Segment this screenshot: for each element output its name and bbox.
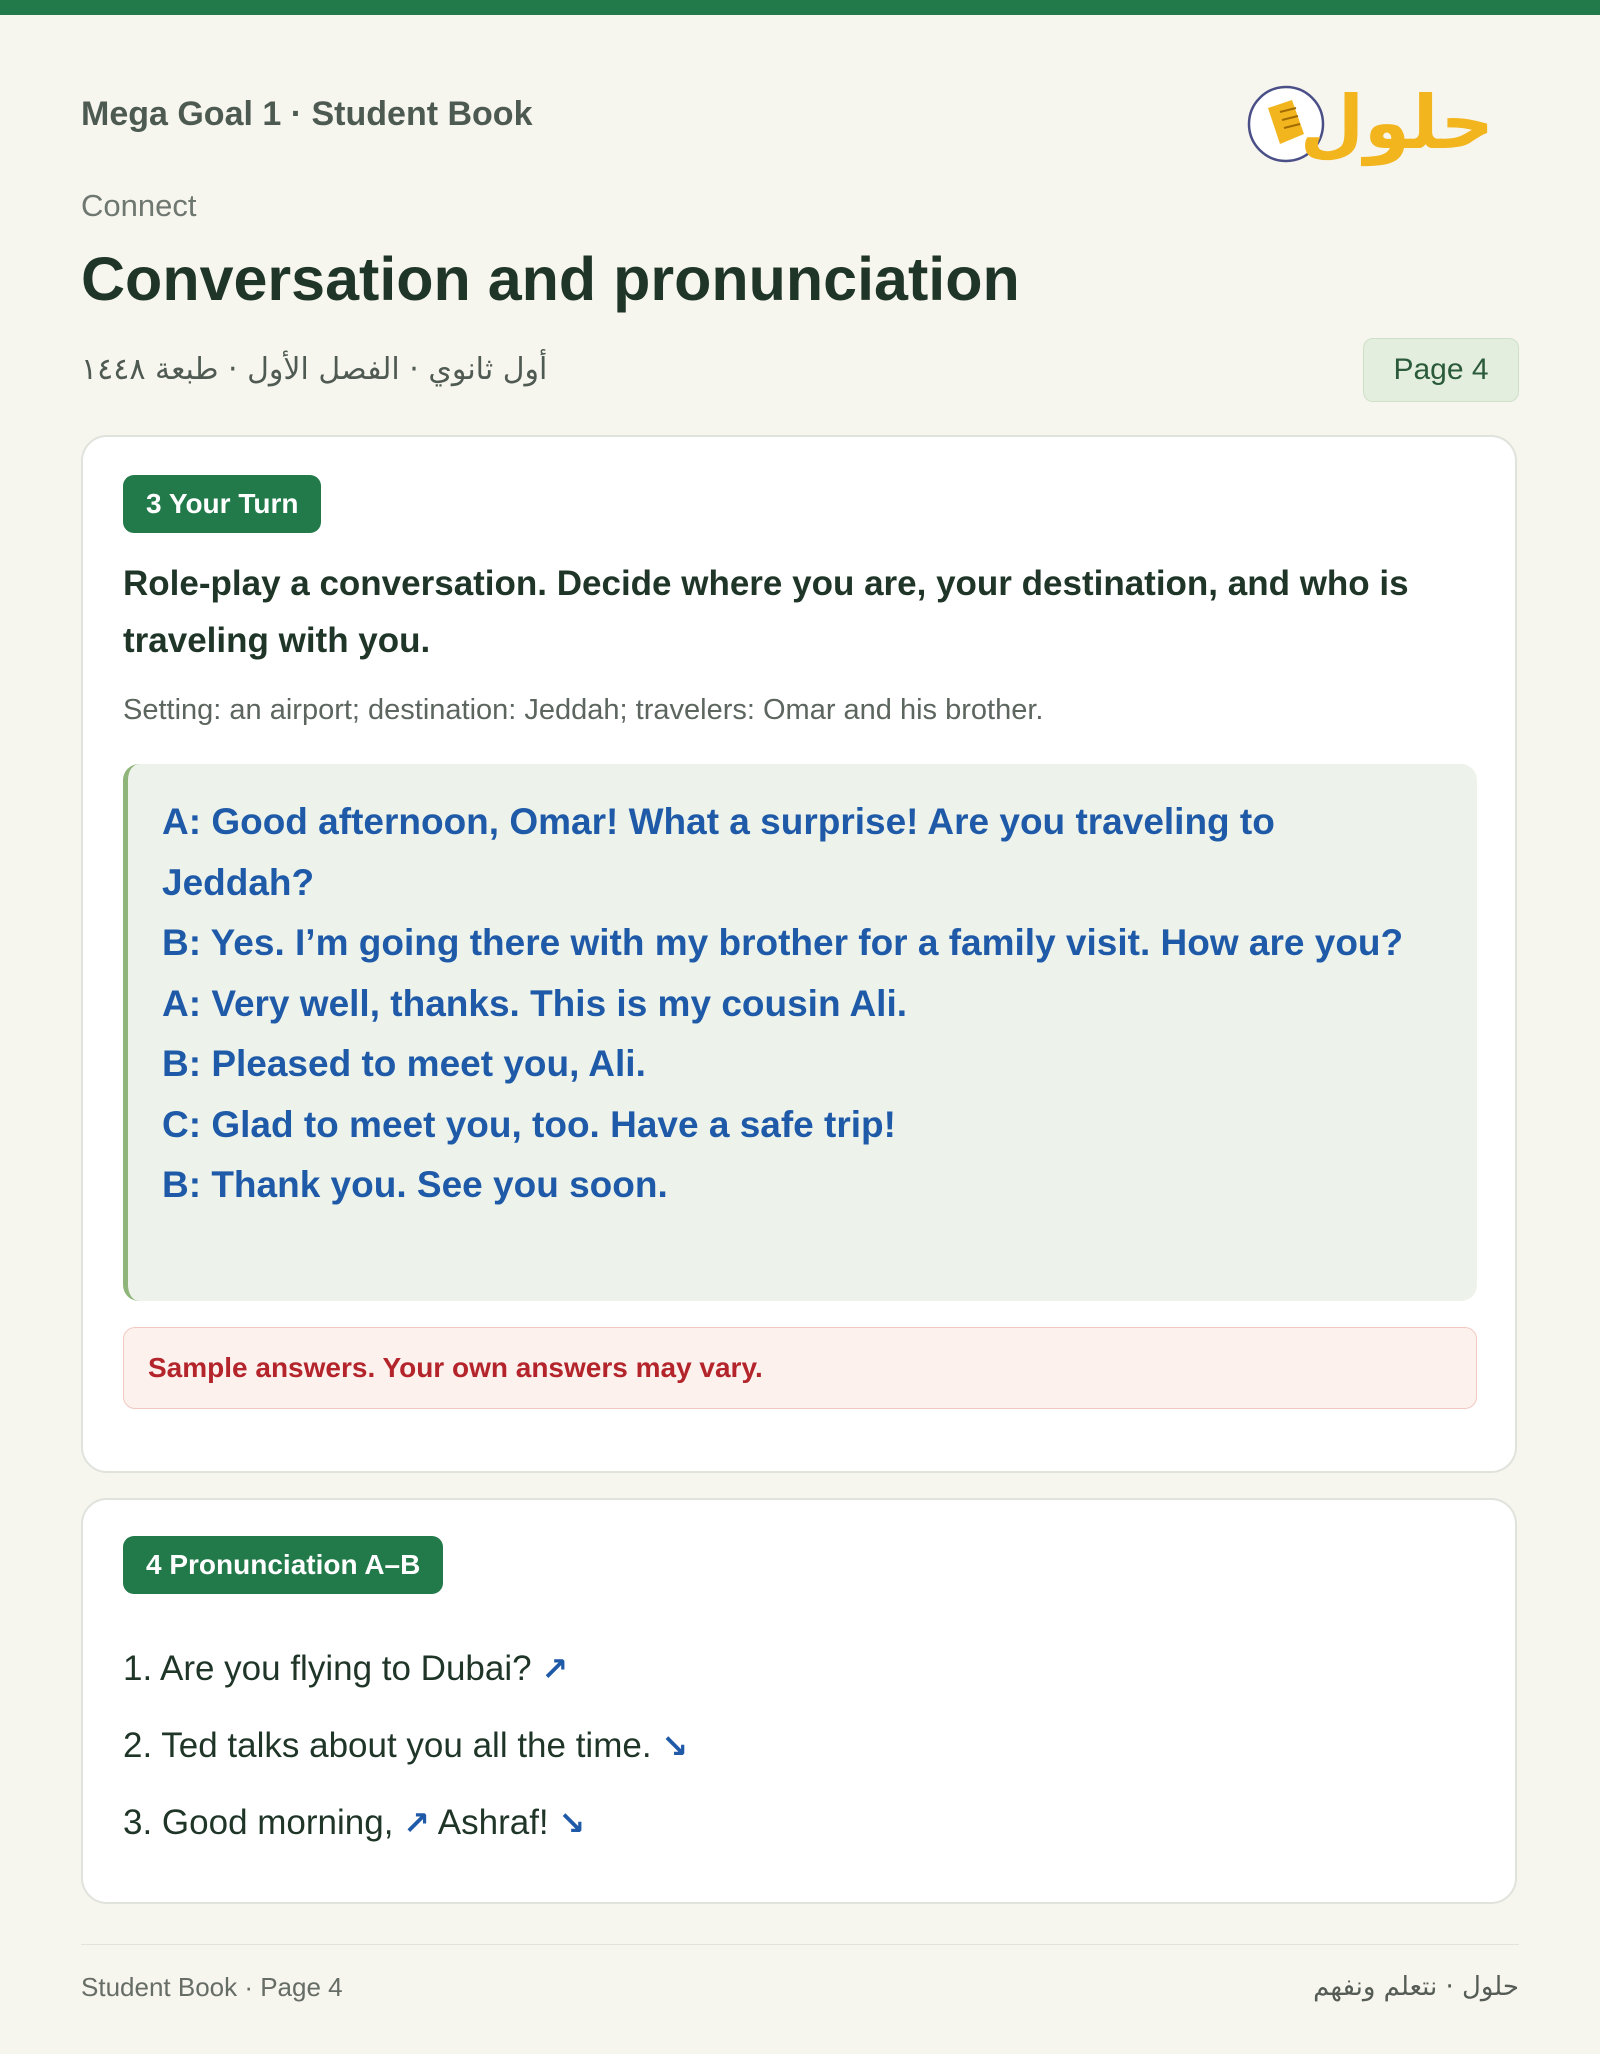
logo-wordmark: حلول — [1299, 80, 1494, 166]
arrow-down-right-icon: ↘ — [558, 1804, 586, 1842]
book-title: Mega Goal 1 · Student Book — [81, 95, 533, 133]
pronunciation-item — [123, 1784, 688, 1861]
exercise-setting: Setting: an airport; destination: Jeddah; travelers: Omar and his brother. — [123, 694, 1044, 726]
dialog-line: A: Good afternoon, Omar! What a surprise! Are you traveling to Jeddah? — [162, 801, 1275, 903]
footer-page-info: Student Book · Page 4 — [81, 1972, 343, 2002]
dialog-line: B: Yes. I’m going there with my brother for a family visit. How are you? — [162, 922, 1404, 963]
page-header — [81, 80, 1519, 180]
section-label: Connect — [81, 188, 197, 223]
pronunciation-text: 1. Are you flying to Dubai? — [123, 1649, 532, 1688]
exercise-instruction: Role-play a conversation. Decide where you are, your destination, and who is traveling with you. — [123, 564, 1409, 660]
footer-brand-tagline: حلول · نتعلم ونفهم — [1313, 1972, 1519, 2002]
pronunciation-list — [123, 1630, 688, 1861]
dialog-line: B: Pleased to meet you, Ali. — [162, 1043, 646, 1084]
page-title: Conversation and pronunciation — [81, 245, 1020, 313]
top-accent-bar — [0, 0, 1600, 15]
arrow-down-right-icon: ↘ — [661, 1727, 689, 1765]
grade-term-subtitle: أول ثانوي · الفصل الأول · طبعة ١٤٤٨ — [81, 352, 548, 387]
pronunciation-item — [123, 1630, 688, 1707]
dialog-line: C: Glad to meet you, too. Have a safe trip! — [162, 1103, 896, 1145]
footer-divider — [81, 1944, 1519, 1945]
your-turn-badge: 3 Your Turn — [123, 475, 321, 533]
your-turn-card — [81, 435, 1517, 1473]
pronunciation-card — [81, 1498, 1517, 1904]
pronunciation-text: 3. Good morning, — [123, 1803, 394, 1842]
arrow-up-right-icon: ↗ — [403, 1804, 430, 1842]
page-number-badge: Page 4 — [1363, 338, 1519, 402]
sample-dialog — [123, 764, 1477, 1301]
pronunciation-text: 2. Ted talks about you all the time. — [123, 1726, 652, 1765]
pronunciation-item — [123, 1707, 688, 1784]
sample-answer-note: Sample answers. Your own answers may vary. — [123, 1327, 1477, 1409]
arrow-up-right-icon: ↗ — [541, 1650, 569, 1688]
dialog-line: B: Thank you. See you soon. — [162, 1164, 668, 1205]
dialog-line: A: Very well, thanks. This is my cousin Ali. — [162, 982, 908, 1024]
pronunciation-text: Ashraf! — [437, 1803, 549, 1842]
pronunciation-badge: 4 Pronunciation A–B — [123, 1536, 443, 1594]
brand-logo — [1246, 68, 1501, 168]
